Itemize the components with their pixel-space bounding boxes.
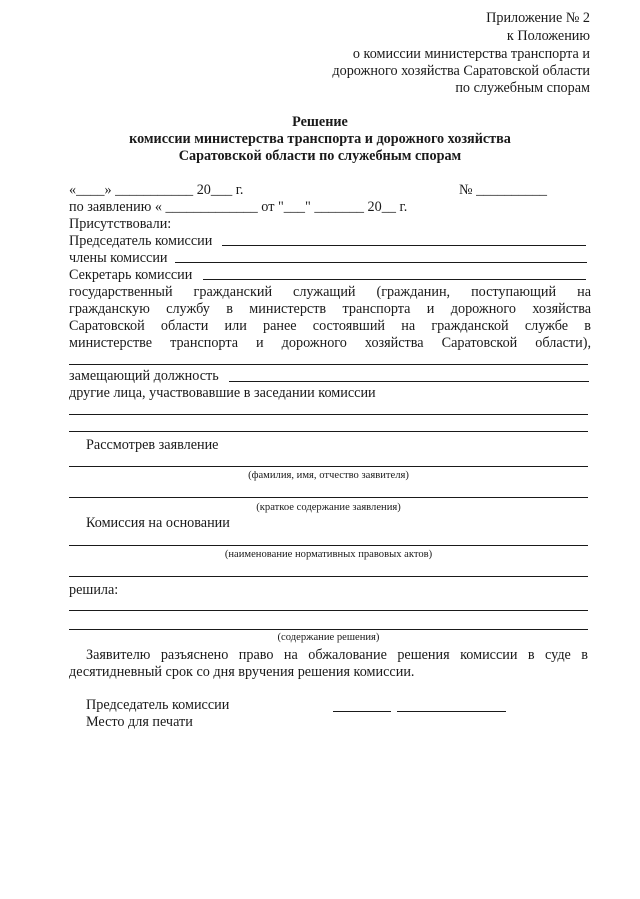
- document-title: Решение: [292, 114, 348, 130]
- signature-chairman-label: Председатель комиссии: [86, 697, 230, 713]
- secretary-label: Секретарь комиссии: [69, 267, 193, 283]
- signature-line: [333, 711, 391, 712]
- others-line-1: [69, 414, 588, 415]
- legal-acts-line: [69, 545, 588, 546]
- caption-decision: (содержание решения): [277, 632, 380, 643]
- position-line: [229, 381, 589, 382]
- appendix-ref-line-4: дорожного хозяйства Саратовской области: [332, 63, 590, 79]
- document-subtitle-2: Саратовской области по служебным спорам: [178, 148, 462, 164]
- civil-servant-text-2: гражданскую службу в министерств транспорта и дорожного хозяйства: [69, 301, 591, 317]
- application-field: по заявлению « _____________ от "___" _______ 20__ г.: [69, 199, 408, 215]
- civil-servant-text-1: государственный гражданский служащий (гражданин, поступающий на: [69, 284, 591, 300]
- present-label: Присутствовали:: [69, 216, 172, 232]
- appendix-number: Приложение № 2: [486, 10, 590, 26]
- decision-line-2: [69, 629, 588, 630]
- others-label: другие лица, участвовавшие в заседании комиссии: [69, 385, 376, 401]
- chairman-label: Председатель комиссии: [69, 233, 213, 249]
- date-field: «____» ___________ 20___ г.: [69, 182, 244, 198]
- explanation-text-2: десятидневный срок со дня вручения решения комиссии.: [69, 664, 415, 680]
- chairman-line: [222, 245, 586, 246]
- stamp-place-label: Место для печати: [86, 714, 193, 730]
- document-subtitle-1: комиссии министерства транспорта и дорожного хозяйства: [129, 131, 511, 147]
- position-label: замещающий должность: [69, 368, 219, 384]
- signature-name-line: [397, 711, 506, 712]
- blank-line: [69, 364, 588, 365]
- applicant-name-line: [69, 466, 588, 467]
- number-field: № __________: [459, 182, 548, 198]
- civil-servant-text-3: Саратовской области или ранее состоявший на гражданской службе в: [69, 318, 591, 334]
- considered-label: Рассмотрев заявление: [86, 437, 219, 453]
- members-line: [175, 262, 587, 263]
- members-label: члены комиссии: [69, 250, 168, 266]
- appendix-ref-line-5: по служебным спорам: [455, 80, 590, 96]
- civil-servant-text-4: министерстве транспорта и дорожного хозяйства Саратовской области),: [69, 335, 591, 351]
- appendix-ref-line-3: о комиссии министерства транспорта и: [352, 46, 590, 62]
- decision-line-1: [69, 610, 588, 611]
- caption-summary: (краткое содержание заявления): [256, 502, 401, 513]
- explanation-text-1: Заявителю разъяснено право на обжалование решения комиссии в суде в: [86, 647, 588, 663]
- secretary-line: [203, 279, 586, 280]
- caption-legal-acts: (наименование нормативных правовых актов): [224, 549, 433, 560]
- legal-acts-line-2: [69, 576, 588, 577]
- commission-basis-label: Комиссия на основании: [86, 515, 230, 531]
- caption-applicant-name: (фамилия, имя, отчество заявителя): [248, 470, 409, 481]
- summary-line: [69, 497, 588, 498]
- appendix-ref: к Положению: [506, 28, 590, 44]
- decided-label: решила:: [69, 582, 119, 598]
- others-line-2: [69, 431, 588, 432]
